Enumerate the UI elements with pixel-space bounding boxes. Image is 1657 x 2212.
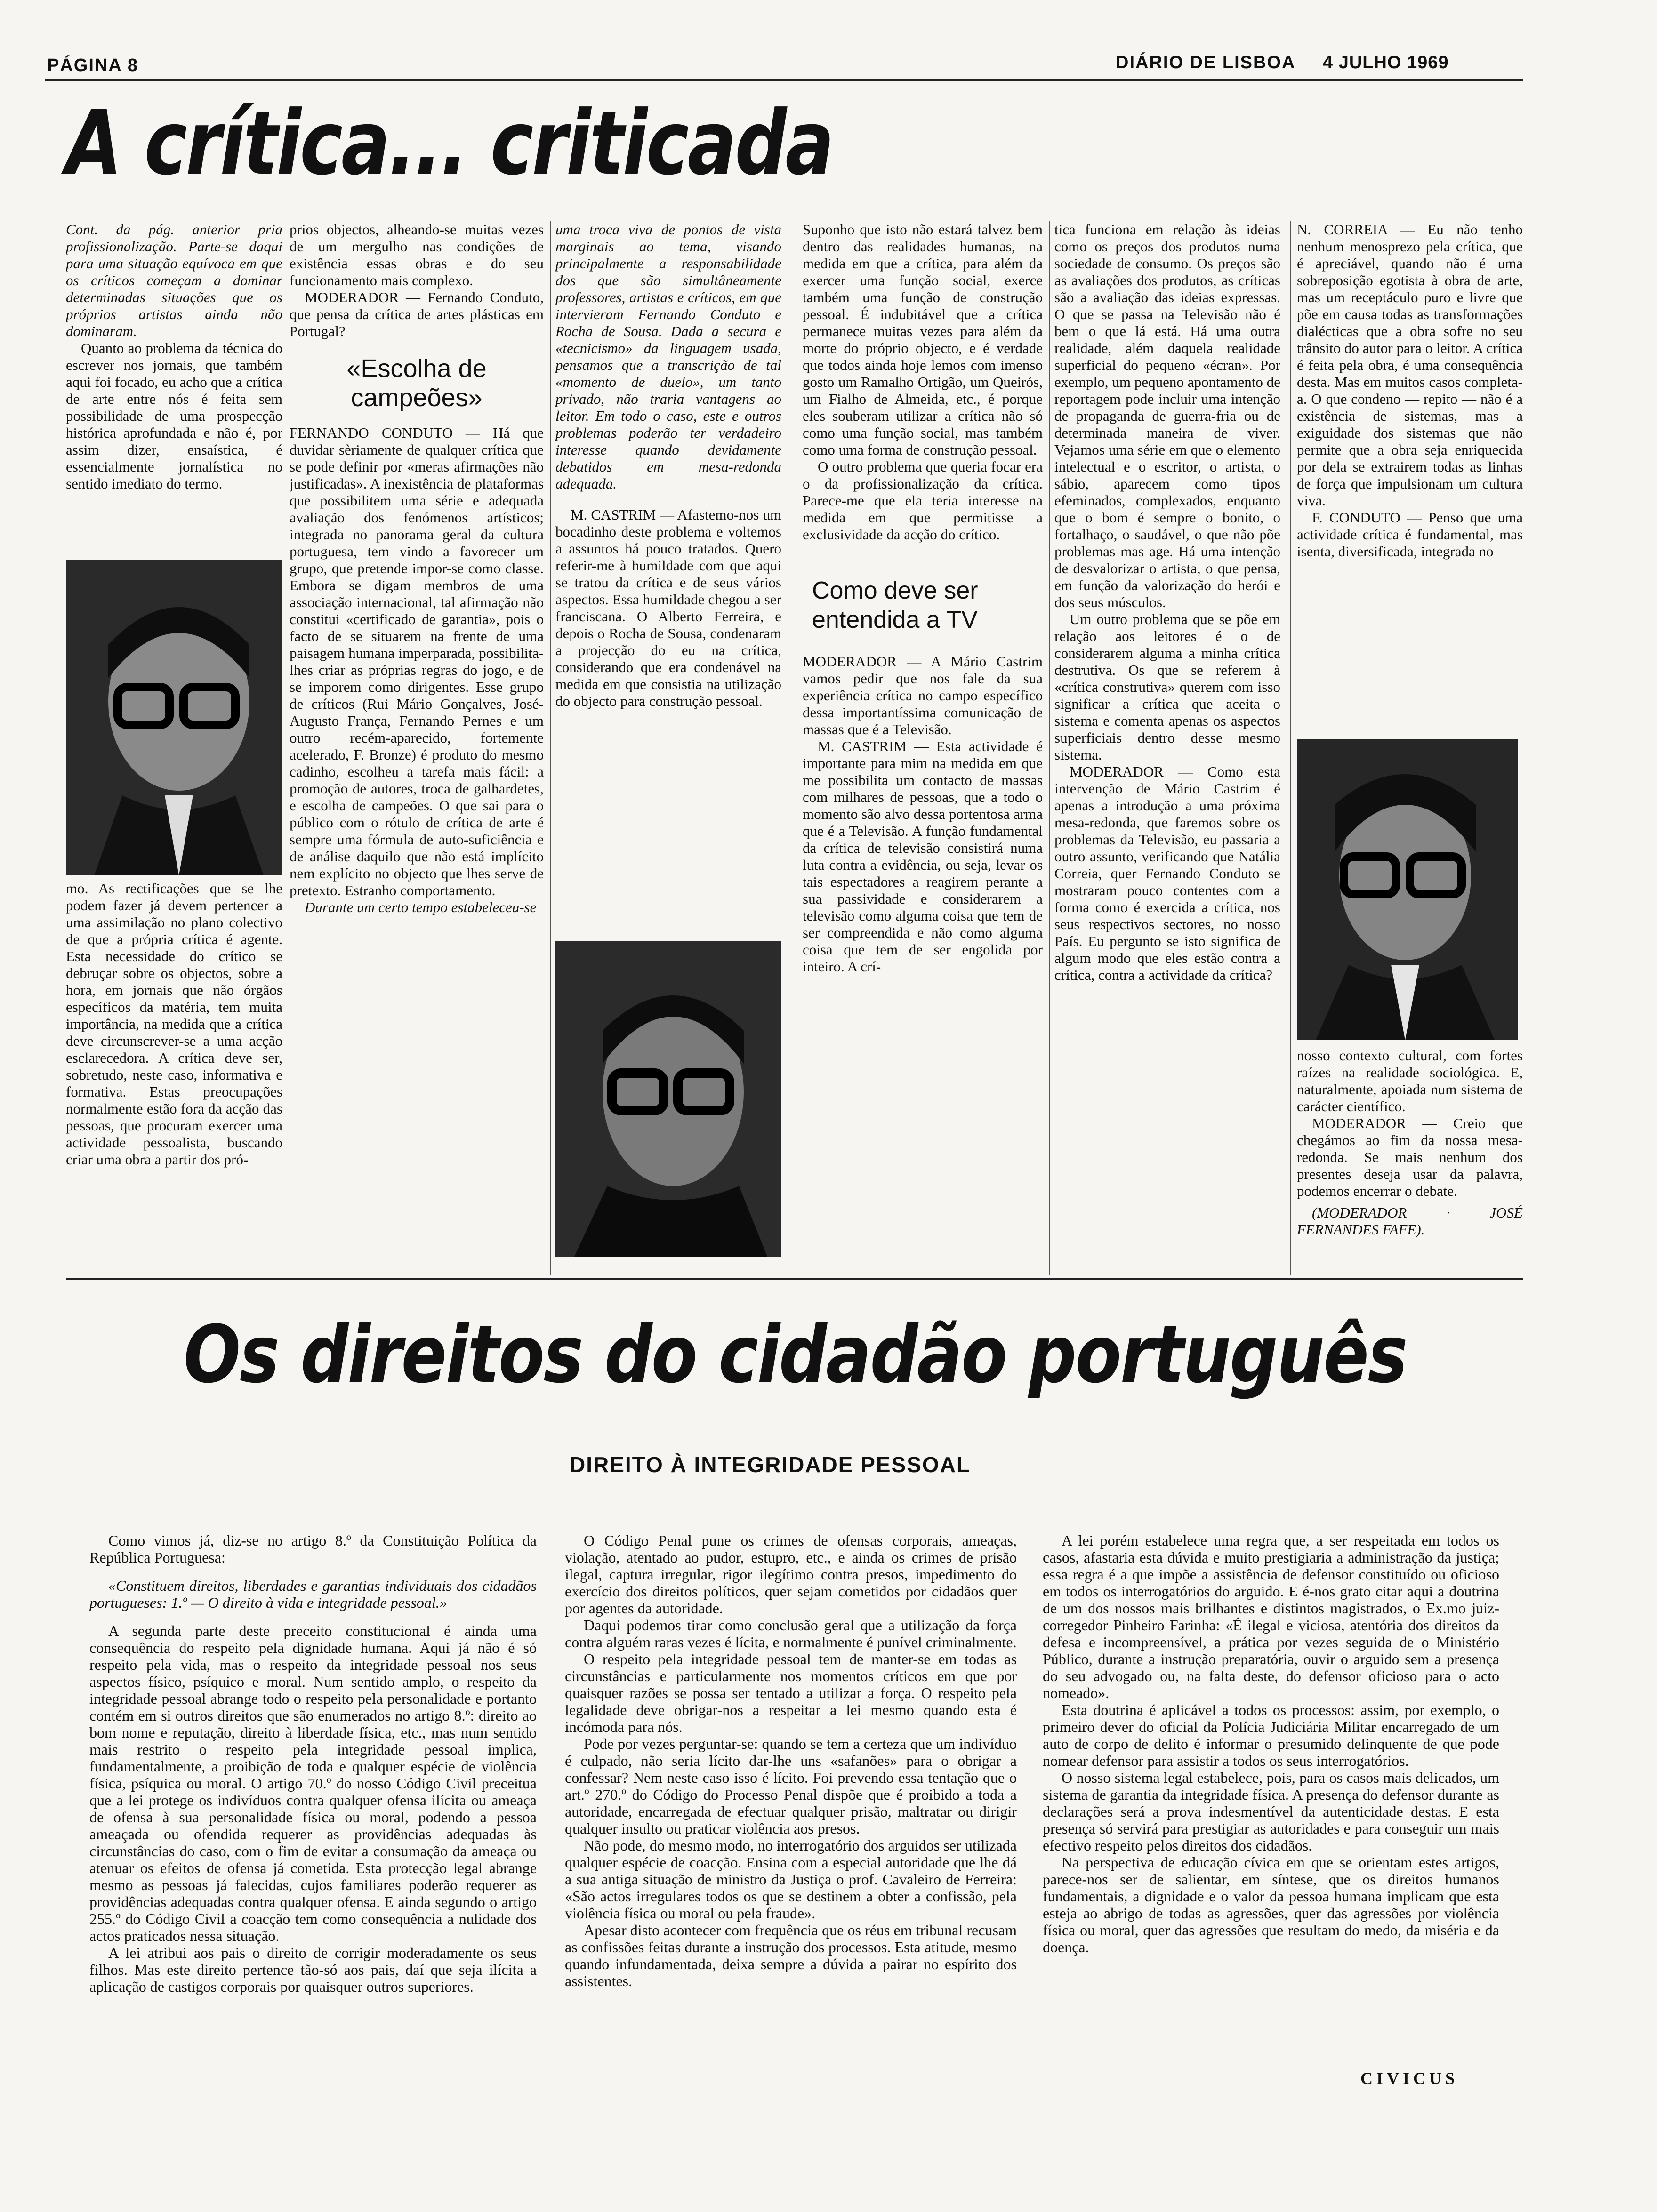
article1-col1-top — [66, 221, 282, 569]
paragraph: O Código Penal pune os crimes de ofensas corporais, ameaças, violação, atentado ao pudor, estupro, etc., e ainda os crimes de prisão ilegal, captura irregular, rigor ilegítimo contra presos, impedimento do exercício dos direitos políticos, quer sejam cometidos por cidadãos quer por agentes da autoridade. — [565, 1532, 1017, 1617]
paragraph: Como vimos já, diz-se no artigo 8.º da Constituição Política da República Portuguesa: — [89, 1532, 537, 1566]
header-rule — [45, 79, 1523, 81]
paragraph: Apesar disto acontecer com frequência que os réus em tribunal recusam as confissões feitas durante a instrução dos processos. Esta atitude, mesmo quando infundamentada, deixa sempre a dúvida a pairar no espírito dos assistentes. — [565, 1922, 1017, 1989]
paragraph: Quanto ao problema da técnica do escrever nos jornais, que também aqui foi focado, eu acho que a crítica de arte entre nós é feita sem possibilidade de uma prospecção histórica aprofundada e não é, por assim dizer, ensaística, é essencialmente jornalística no sentido imediato do termo. — [66, 340, 282, 492]
paragraph: O nosso sistema legal estabelece, pois, para os casos mais delicados, um sistema de garantia da integridade física. A presença do defensor durante as declarações será a prova indesmentível da autenticidade destas. E esta presença só servirá para prestigiar as autoridades e para conseguir um mais efectivo respeito pelos direitos dos cidadãos. — [1043, 1769, 1499, 1854]
paragraph: Pode por vezes perguntar-se: quando se tem a certeza que um indivíduo é culpado, não seria lícito dar-lhe uns «safanões» para o obrigar a confessar? Nem neste caso isso é lícito. Foi prevendo essa tentação que o art.º 270.º do Código do Processo Penal dispõe que é proibido a toda a autoridade, encarregada de efectuar qualquer prisão, maltratar ou dirigir qualquer insulto ou praticar violência aos presos. — [565, 1735, 1017, 1837]
paragraph: Durante um certo tempo estabeleceu-se — [305, 899, 537, 915]
paragraph: uma troca viva de pontos de vista marginais ao tema, visando principalmente a responsabilidade dos que são simultâneamente professores, artistas e críticos, em que intervieram Fernando Conduto e Rocha de Sousa. Dada a secura e «tecnicismo» da linguagem usada, pensamos que a transcrição de tal «momento de duelo», um tanto privado, não traria vantagens ao leitor. Em todo o caso, este e outros problemas poderão ter verdadeiro interesse quando devidamente debatidos em mesa-redonda adequada. — [555, 221, 781, 492]
paragraph: F. CONDUTO — Penso que uma actividade crítica é fundamental, mas isenta, diversificada, integrada no — [1297, 509, 1523, 560]
author-signature: CIVICUS — [1360, 2069, 1459, 2088]
column-rule — [1049, 221, 1050, 1275]
section-title: DIREITO À INTEGRIDADE PESSOAL — [570, 1452, 971, 1477]
newspaper-name: DIÁRIO DE LISBOA — [1116, 53, 1296, 72]
quote: «Constituem direitos, liberdades e garantias individuais dos cidadãos portugueses: 1.º — O direito à vida e integridade pessoal.» — [89, 1577, 537, 1611]
portrait-3-image — [1297, 739, 1518, 1040]
paragraph: O respeito pela integridade pessoal tem de manter-se em todas as circunstâncias e particularmente nos momentos críticos em que por quaisquer razões se possa ser tentado a utilizar a força. O respeito pela legalidade deve obrigar-nos a respeitar a lei mesmo quando esta é incómoda para nós. — [565, 1651, 1017, 1735]
column-rule — [550, 221, 551, 1275]
paragraph: A lei porém estabelece uma regra que, a ser respeitada em todos os casos, afastaria esta dúvida e muito prestigiaria a administração da justiça; essa regra é a que impõe a assistência de defensor constituído ou oficioso em todos os interrogatórios do arguido. E é-nos grato citar aqui a doutrina de um dos nossos mais brilhantes e distintos magistrados, o Ex.mo juiz-corregedor Pinheiro Farinha: «É ilegal e viciosa, atentória dos direitos da defesa e incompreensível, a prática por vezes seguida de o Ministério Público, durante a instrução preparatória, ouvir o arguido sem a presença do seu advogado ou, na falta deste, do defensor oficioso para o acto nomeado». — [1043, 1532, 1499, 1701]
paragraph: Suponho que isto não estará talvez bem dentro das realidades humanas, na medida em que a crítica, para além da exercer uma função social, exerce também uma função de construção pessoal. É indubitável que a crítica permanece muitas vezes para além da morte do próprio objecto, e é verdade que todos ainda hoje lemos com imenso gosto um Ramalho Ortigão, um Queirós, um Fialho de Almeida, etc., é porque eles souberam utilizar a crítica não só como uma função social, mas também como uma forma de construção pessoal. — [803, 221, 1043, 458]
paragraph: prios objectos, alheando-se muitas vezes de um mergulho nas condições de existência essas obras e do seu funcionamento mais complexo. — [290, 221, 544, 289]
paragraph: tica funciona em relação às ideias como os preços dos produtos numa sociedade de consumo. Os preços são as avaliações dos produtos, as críticas são a avaliação das ideias expressas. O que se passa na Televisão não é bem o que lá está. Há uma outra realidade, além daquela realidade superficial do pequeno «écran». Por exemplo, um pequeno apontamento de reportagem pode incluir uma intenção de propaganda de guerra-fria ou de determinada maneira de viver. Vejamos uma série em que o elemento intelectual e o escritor, o artista, o sábio, aparecem como tipos efeminados, complexados, enquanto que o bom é sempre o bonito, o fortalhaço, o saudável, o que não põe problemas mas age. Há uma intenção de desvalorizar o artista, o que pensa, em função da valorização do herói e dos seus músculos. — [1054, 221, 1280, 610]
column-rule — [1290, 221, 1291, 1275]
article1-col2 — [290, 221, 544, 1275]
paragraph: MODERADOR — A Mário Castrim vamos pedir que nos fale da sua experiência crítica no campo específico dessa importantíssima comunicação de massas que é a Televisão. — [803, 653, 1043, 737]
portrait-photo-3 — [1297, 739, 1518, 1040]
paragraph: Não pode, do mesmo modo, no interrogatório dos arguidos ser utilizada qualquer espécie de coacção. Ensina com a especial autoridade que lhe dá a sua antiga situação de ministro da Justiça o prof. Cavaleiro de Ferreira: «São actos irregulares todos os que se destinem a obter a confissão, pela violência física ou moral ou pela fraude». — [565, 1837, 1017, 1922]
paragraph: nosso contexto cultural, com fortes raízes na realidade sociológica. E, naturalmente, apoiada num sistema de carácter científico. — [1297, 1047, 1523, 1114]
portrait-1-image — [66, 560, 282, 875]
portrait-photo-2 — [555, 941, 781, 1257]
paragraph: N. CORREIA — Eu não tenho nenhum menosprezo pela crítica, que é apreciável, quando não é uma sobreposição egotista à obra de arte, mas um receptáculo puro e livre que põe em causa todas as transformações dialécticas que a obra sofre no seu trânsito do autor para o leitor. A crítica é feita pela obra, é uma consequência desta. Mas em muitos casos completa-a. O que condeno — repito — não é a existência de sistemas, mas a exiguidade dos sistemas que não permite que a obra seja enriquecida por dela se extrairem todas as linhas de força que impulsionam um cultura viva. — [1297, 221, 1523, 509]
article2-col2 — [565, 1532, 1017, 2134]
subheading-tv: Como deve ser entendida a TV — [812, 577, 978, 633]
issue-date: 4 JULHO 1969 — [1323, 53, 1449, 72]
moderator-credit: (MODERADOR · JOSÉ FERNANDES FAFE). — [1297, 1204, 1523, 1238]
article1-col6-bottom — [1297, 1047, 1523, 1275]
paragraph: M. CASTRIM — Esta actividade é importante para mim na medida em que me possibilita um contacto de massas com milhares de pessoas, que a todo o momento são alvo dessa portentosa arma que é a Televisão. A função fundamental da crítica de televisão consistirá numa luta contra a evidência, ou seja, levar os tais espectadores a reagirem perante a sua passividade e considerarem a televisão como alguma coisa que tem de ser compreendida e não como alguma coisa que tem de ser engolida por inteiro. A crí- — [803, 738, 1043, 975]
paragraph: Na perspectiva de educação cívica em que se orientam estes artigos, parece-nos ser de salientar, em síntese, que os direitos humanos fundamentais, a dignidade e o valor da pessoa humana implicam que esta esteja ao abrigo de todas as agressões, quer das agressões por violência física ou moral, quer das agressões que resultam do medo, da miséria e da doença. — [1043, 1854, 1499, 1956]
headline-critica: A crítica... criticada — [66, 92, 833, 195]
paragraph: Um outro problema que se põe em relação aos leitores é o de considerarem alguma a minha crítica destrutiva. Os que se referem à «crítica construtiva» querem com isso significar a crítica que aceita o sistema e comenta apenas os aspectos superficiais dentro desse mesmo sistema. — [1054, 611, 1280, 763]
paragraph: Cont. da pág. anterior pria profissionalização. Parte-se daqui para uma situação equívoca em que os críticos começam a dominar determinadas situações que os próprios artistas ainda não dominaram. — [66, 221, 282, 339]
paragraph: Esta doutrina é aplicável a todos os processos: assim, por exemplo, o primeiro dever do oficial da Polícia Judiciária Militar encarregado de um auto de corpo de delito é informar o presumido delinquente de que pode nomear defensor para assistir a todos os seus interrogatórios. — [1043, 1701, 1499, 1769]
paragraph: FERNANDO CONDUTO — Há que duvidar sèriamente de qualquer crítica que se pode definir por «meras afirmações não justificadas». A inexistência de plataformas que possibilitem uma série e adequada avaliação dos fenómenos artísticos; integrada no panorama geral da cultura portuguesa, tem vindo a favorecer um grupo, que pretende impor-se como classe. Embora se digam membros de uma associação internacional, tal afirmação não constitui «certificado de garantia», pois o facto de se situarem na frente de uma paisagem humana imperparada, possibilita-lhes criar as próprias regras do jogo, e de se imporem como dirigentes. Esse grupo de críticos (Rui Mário Gonçalves, José-Augusto França, Fernando Pernes e um outro recém-aparecido, fortemente acelerado, F. Bronze) é produto do mesmo cadinho, escolheu a tarefa mais fácil: a promoção de autores, troca de galhardetes, e escolha de campeões. O que sai para o público com o rótulo de crítica de arte é sempre uma fórmula de auto-suficiência e de análise daquilo que não está implícito nem explícito no objecto que lhes serve de pretexto. Estranho comportamento. — [290, 425, 544, 898]
paragraph: A segunda parte deste preceito constitucional é ainda uma consequência do respeito pela dignidade humana. Aqui já não é só respeito pela vida, mas o respeito da integridade pessoal nos seus aspectos físico, psíquico e moral. Num sentido amplo, o respeito da integridade pessoal abrange todo o respeito pela personalidade e portanto contém em si outros direitos que são enumerados no artigo 8.º: direito ao bom nome e reputação, direito à liberdade física, etc., mas num sentido mais restrito o respeito pela integridade pessoal implica, fundamentalmente, a proibição de toda e qualquer espécie de violência física, psíquica ou moral. O artigo 70.º do nosso Código Civil preceitua que a lei protege os indivíduos contra qualquer ofensa ilícita ou ameaça de ofensa à sua personalidade física ou moral, podendo a pessoa ameaçada ou ofendida requerer as providências adequadas às circunstâncias do caso, com o fim de evitar a consumação da ameaça ou atenuar os efeitos de ofensa já cometida. Esta protecção legal abrange mesmo as pessoas já falecidas, cujos familiares poderão requerer as providências adequadas contra qualquer ofensa. E ainda segundo o artigo 255.º do Código Civil a coacção tem como consequência a nulidade dos actos praticados nessa situação. — [89, 1622, 537, 1944]
subheading-escolha: «Escolha de campeões» — [346, 354, 487, 412]
paragraph: MODERADOR — Fernando Conduto, que pensa da crítica de artes plásticas em Portugal? — [290, 289, 544, 339]
paragraph: O outro problema que queria focar era o da profissionalização da crítica. Parece-me que ela teria interesse na medida em que permitisse a exclusividade da acção do crítico. — [803, 458, 1043, 543]
paragraph: MODERADOR — Creio que chegámos ao fim da nossa mesa-redonda. Se mais nenhum dos presentes deseja usar da palavra, podemos encerrar o debate. — [1297, 1115, 1523, 1199]
section-divider — [66, 1278, 1523, 1280]
article1-col1-bottom — [66, 880, 282, 1271]
paragraph: MODERADOR — Como esta intervenção de Mário Castrim é apenas a introdução a uma próxima mesa-redonda, que faremos sobre os problemas da Televisão, eu passaria a outro assunto, verificando que Natália Correia, quer Fernando Conduto se mostraram pouco contentes com a forma como é exercida a crítica, nos seus respectivos sectores, no nosso País. Eu pergunto se isto significa de algum modo que eles estão contra a crítica, contra a actividade da crítica? — [1054, 763, 1280, 983]
article1-col3 — [555, 221, 781, 918]
article1-col5 — [1054, 221, 1280, 1275]
article2-col1 — [89, 1532, 537, 2134]
paragraph: M. CASTRIM — Afastemo-nos um bocadinho deste problema e voltemos a assuntos há pouco tratados. Quero referir-me à humildade com que aqui se tratou da crítica e de seus vários aspectos. Essa humildade chegou a ser franciscana. O Alberto Ferreira, e depois o Rocha de Sousa, condenaram a projecção do eu na crítica, considerando que era condenável na medida em que consistia na utilização do objecto para construção pessoal. — [555, 506, 781, 709]
page-number: PÁGINA 8 — [47, 56, 139, 75]
headline-direitos: Os direitos do cidadão português — [184, 1308, 1407, 1401]
paragraph: mo. As rectificações que se lhe podem fazer já devem pertencer a uma assimilação no plano colectivo de que a própria crítica é agente. Esta necessidade do crítico se debruçar sobre os objectos, sobre a hora, em jornais que não órgãos específicos da matéria, tem muita importância, na medida que a crítica deve circunscrever-se a uma acção esclarecedora. A crítica deve ser, sobretudo, neste caso, informativa e formativa. Estas preocupações normalmente estão fora da acção das pessoas, que procuram exercer uma actividade pessoalista, buscando criar uma obra a partir dos pró- — [66, 880, 282, 1168]
portrait-2-image — [555, 941, 781, 1257]
article1-col4 — [803, 221, 1043, 1275]
article2-col3 — [1043, 1532, 1499, 2064]
paragraph: A lei atribui aos pais o direito de corrigir moderadamente os seus filhos. Mas este direito pertence tão-só aos pais, daí que seja ilícita a aplicação de castigos corporais por quaisquer outros superiores. — [89, 1944, 537, 1995]
paragraph: Daqui podemos tirar como conclusão geral que a utilização da força contra alguém raras vezes é lícita, e normalmente é punível criminalmente. — [565, 1617, 1017, 1651]
article1-col6-top — [1297, 221, 1523, 729]
portrait-photo-1 — [66, 560, 282, 875]
